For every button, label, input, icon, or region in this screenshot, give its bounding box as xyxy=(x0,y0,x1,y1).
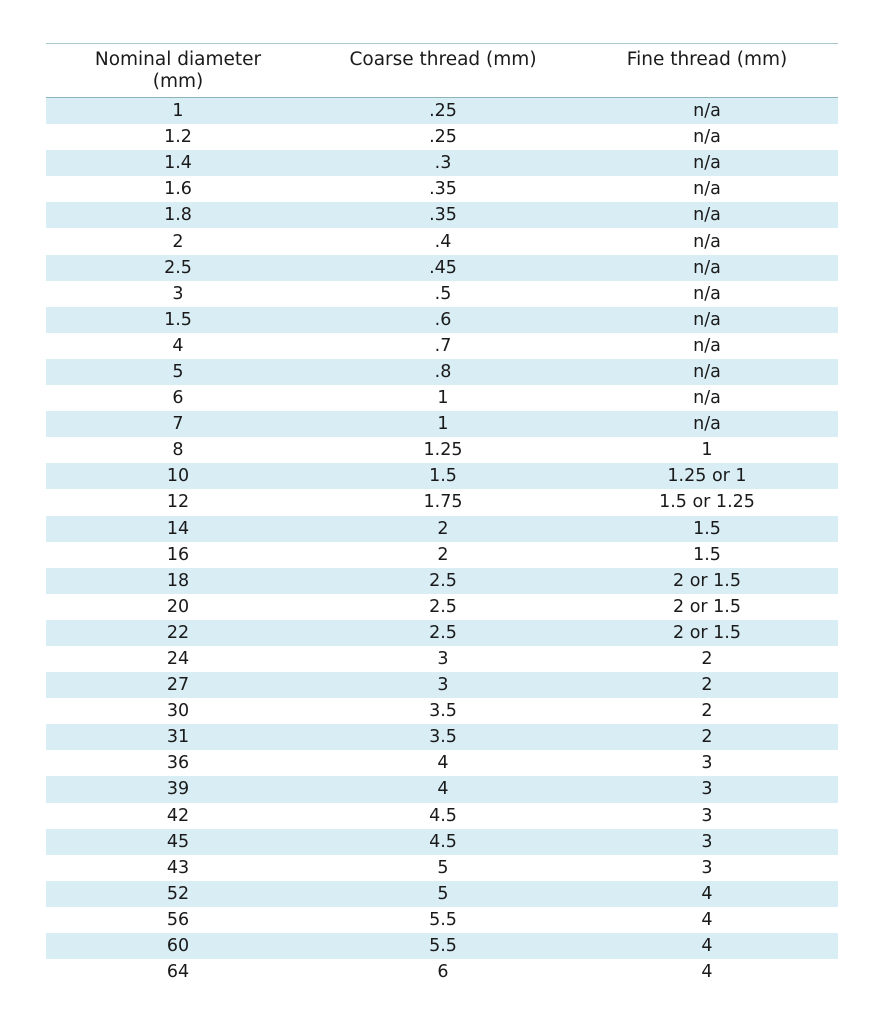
cell-coarse-thread: 4.5 xyxy=(429,831,457,852)
cell-nominal-diameter: 3 xyxy=(172,283,184,304)
cell-fine-thread: n/a xyxy=(693,101,721,122)
cell-coarse-thread: 2.5 xyxy=(429,596,457,617)
table-row xyxy=(46,620,838,646)
cell-fine-thread: n/a xyxy=(693,283,721,304)
cell-coarse-thread: .45 xyxy=(429,257,457,278)
cell-coarse-thread: 1.75 xyxy=(423,492,463,513)
cell-coarse-thread: 2.5 xyxy=(429,570,457,591)
cell-nominal-diameter: 20 xyxy=(166,596,190,617)
cell-nominal-diameter: 1.6 xyxy=(164,179,192,200)
table-row xyxy=(46,489,838,515)
cell-fine-thread: 3 xyxy=(701,805,713,826)
cell-coarse-thread: 4 xyxy=(437,753,449,774)
cell-nominal-diameter: 30 xyxy=(166,701,190,722)
cell-coarse-thread: 1.25 xyxy=(423,440,463,461)
cell-coarse-thread: .3 xyxy=(434,153,452,174)
table-row xyxy=(46,228,838,254)
cell-nominal-diameter: 7 xyxy=(172,414,184,435)
header-nominal-diameter-line1: Nominal diameter xyxy=(94,49,262,70)
cell-coarse-thread: 3.5 xyxy=(429,727,457,748)
cell-nominal-diameter: 2.5 xyxy=(164,257,192,278)
header-nominal-diameter xyxy=(46,44,310,97)
cell-fine-thread: 4 xyxy=(701,883,713,904)
cell-fine-thread: 1 xyxy=(701,440,713,461)
cell-nominal-diameter: 24 xyxy=(166,649,190,670)
table-row xyxy=(46,542,838,568)
cell-coarse-thread: 5 xyxy=(437,883,449,904)
cell-nominal-diameter: 31 xyxy=(166,727,190,748)
table-row xyxy=(46,568,838,594)
cell-nominal-diameter: 1.5 xyxy=(164,309,192,330)
cell-nominal-diameter: 2 xyxy=(172,231,184,252)
table-row xyxy=(46,98,838,124)
cell-coarse-thread: 5 xyxy=(437,857,449,878)
cell-coarse-thread: 5.5 xyxy=(429,936,457,957)
cell-coarse-thread: .35 xyxy=(429,179,457,200)
cell-fine-thread: 3 xyxy=(701,831,713,852)
cell-nominal-diameter: 6 xyxy=(172,388,184,409)
thread-table xyxy=(46,43,838,985)
table-row xyxy=(46,411,838,437)
cell-coarse-thread: 1.5 xyxy=(429,466,457,487)
table-row xyxy=(46,698,838,724)
table-row xyxy=(46,750,838,776)
cell-coarse-thread: 1 xyxy=(437,388,449,409)
table-row xyxy=(46,437,838,463)
table-row xyxy=(46,776,838,802)
cell-nominal-diameter: 4 xyxy=(172,335,184,356)
cell-nominal-diameter: 18 xyxy=(166,570,190,591)
cell-nominal-diameter: 8 xyxy=(172,440,184,461)
cell-nominal-diameter: 16 xyxy=(166,544,190,565)
table-header-row xyxy=(46,44,838,98)
cell-fine-thread: n/a xyxy=(693,309,721,330)
cell-coarse-thread: 6 xyxy=(437,962,449,983)
cell-nominal-diameter: 14 xyxy=(166,518,190,539)
cell-coarse-thread: .7 xyxy=(434,335,452,356)
cell-coarse-thread: 5.5 xyxy=(429,909,457,930)
cell-coarse-thread: 4.5 xyxy=(429,805,457,826)
cell-fine-thread: 2 xyxy=(701,727,713,748)
table-row xyxy=(46,202,838,228)
cell-nominal-diameter: 1.8 xyxy=(164,205,192,226)
table-row xyxy=(46,959,838,985)
cell-coarse-thread: .35 xyxy=(429,205,457,226)
cell-coarse-thread: .6 xyxy=(434,309,452,330)
cell-fine-thread: n/a xyxy=(693,205,721,226)
cell-nominal-diameter: 12 xyxy=(166,492,190,513)
cell-nominal-diameter: 27 xyxy=(166,675,190,696)
cell-fine-thread: 2 xyxy=(701,649,713,670)
cell-coarse-thread: 2 xyxy=(437,544,449,565)
cell-nominal-diameter: 1.2 xyxy=(164,127,192,148)
cell-fine-thread: n/a xyxy=(693,388,721,409)
cell-nominal-diameter: 22 xyxy=(166,622,190,643)
cell-fine-thread: 1.5 xyxy=(693,544,721,565)
cell-fine-thread: 2 xyxy=(701,675,713,696)
header-coarse-thread: Coarse thread (mm) xyxy=(349,49,537,70)
table-row xyxy=(46,516,838,542)
cell-coarse-thread: 1 xyxy=(437,414,449,435)
table-row xyxy=(46,333,838,359)
table-row xyxy=(46,907,838,933)
cell-coarse-thread: 2.5 xyxy=(429,622,457,643)
header-fine-thread: Fine thread (mm) xyxy=(626,49,788,70)
cell-coarse-thread: .25 xyxy=(429,127,457,148)
cell-fine-thread: n/a xyxy=(693,179,721,200)
cell-nominal-diameter: 5 xyxy=(172,361,184,382)
cell-fine-thread: n/a xyxy=(693,231,721,252)
cell-nominal-diameter: 64 xyxy=(166,962,190,983)
table-row xyxy=(46,672,838,698)
table-row xyxy=(46,463,838,489)
table-row xyxy=(46,281,838,307)
table-row xyxy=(46,724,838,750)
table-body xyxy=(46,98,838,985)
cell-coarse-thread: .8 xyxy=(434,361,452,382)
table-row xyxy=(46,307,838,333)
cell-coarse-thread: 4 xyxy=(437,779,449,800)
cell-fine-thread: 2 xyxy=(701,701,713,722)
cell-coarse-thread: 3.5 xyxy=(429,701,457,722)
cell-fine-thread: 2 or 1.5 xyxy=(673,596,741,617)
cell-fine-thread: n/a xyxy=(693,361,721,382)
table-row xyxy=(46,594,838,620)
cell-nominal-diameter: 56 xyxy=(166,909,190,930)
cell-nominal-diameter: 45 xyxy=(166,831,190,852)
cell-nominal-diameter: 1 xyxy=(172,101,184,122)
cell-coarse-thread: .5 xyxy=(434,283,452,304)
table-row xyxy=(46,150,838,176)
cell-fine-thread: n/a xyxy=(693,257,721,278)
table-row xyxy=(46,855,838,881)
cell-fine-thread: 4 xyxy=(701,909,713,930)
cell-fine-thread: n/a xyxy=(693,153,721,174)
cell-fine-thread: 4 xyxy=(701,962,713,983)
table-row xyxy=(46,124,838,150)
cell-fine-thread: 1.25 or 1 xyxy=(667,466,747,487)
cell-nominal-diameter: 10 xyxy=(166,466,190,487)
table-row xyxy=(46,881,838,907)
cell-fine-thread: n/a xyxy=(693,335,721,356)
cell-fine-thread: n/a xyxy=(693,127,721,148)
cell-fine-thread: 3 xyxy=(701,857,713,878)
table-row xyxy=(46,646,838,672)
header-nominal-diameter-line2: (mm) xyxy=(152,71,204,92)
table-row xyxy=(46,176,838,202)
cell-nominal-diameter: 42 xyxy=(166,805,190,826)
cell-coarse-thread: .25 xyxy=(429,101,457,122)
cell-coarse-thread: 2 xyxy=(437,518,449,539)
cell-fine-thread: 2 or 1.5 xyxy=(673,622,741,643)
cell-nominal-diameter: 1.4 xyxy=(164,153,192,174)
cell-fine-thread: 2 or 1.5 xyxy=(673,570,741,591)
cell-nominal-diameter: 52 xyxy=(166,883,190,904)
cell-nominal-diameter: 39 xyxy=(166,779,190,800)
cell-fine-thread: 4 xyxy=(701,936,713,957)
cell-nominal-diameter: 60 xyxy=(166,936,190,957)
table-row xyxy=(46,385,838,411)
cell-fine-thread: 1.5 or 1.25 xyxy=(659,492,755,513)
cell-coarse-thread: 3 xyxy=(437,649,449,670)
table-row xyxy=(46,933,838,959)
cell-fine-thread: n/a xyxy=(693,414,721,435)
cell-nominal-diameter: 43 xyxy=(166,857,190,878)
cell-coarse-thread: .4 xyxy=(434,231,452,252)
table-row xyxy=(46,829,838,855)
table-row xyxy=(46,359,838,385)
table-row xyxy=(46,803,838,829)
cell-fine-thread: 3 xyxy=(701,779,713,800)
cell-coarse-thread: 3 xyxy=(437,675,449,696)
table-row xyxy=(46,255,838,281)
cell-fine-thread: 1.5 xyxy=(693,518,721,539)
cell-nominal-diameter: 36 xyxy=(166,753,190,774)
cell-fine-thread: 3 xyxy=(701,753,713,774)
